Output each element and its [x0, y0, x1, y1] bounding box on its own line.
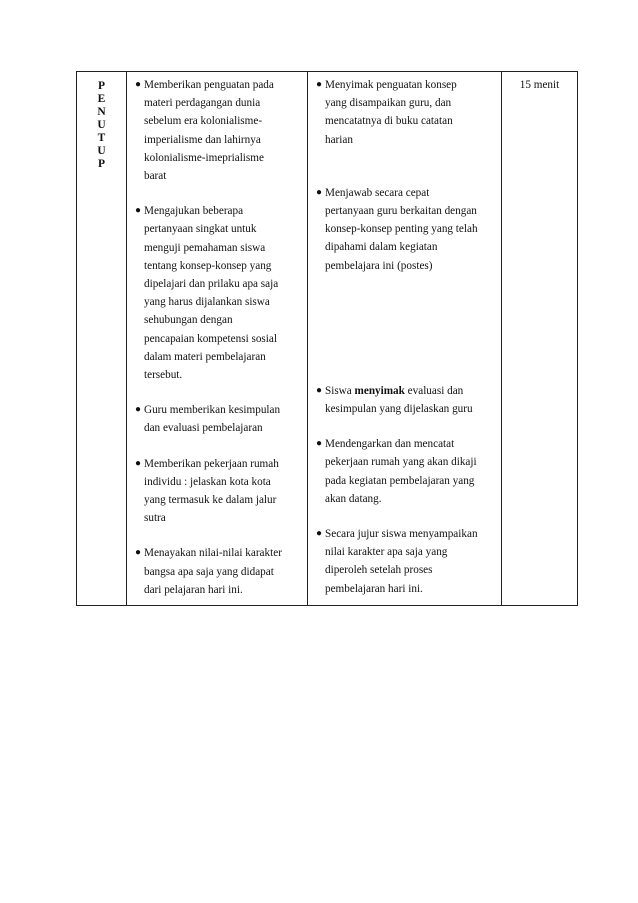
- list-item: [135, 401, 301, 437]
- label-letter: U: [97, 119, 106, 131]
- section-label-penutup: [77, 72, 126, 171]
- student-activity-text: Menjawab secara cepat pertanyaan guru berkaitan dengan konsep-konsep penting yang telah dipahami dalam kegiatan pembelajara ini (postes): [325, 186, 478, 272]
- lesson-closing-table: [76, 71, 578, 606]
- teacher-activity-text: Memberikan pekerjaan rumah individu : jelaskan kota kota yang termasuk ke dalam jalur sutra: [144, 457, 279, 525]
- teacher-activity-text: Menayakan nilai-nilai karakter bangsa apa saja yang didapat dari pelajaran hari ini.: [144, 547, 282, 596]
- label-letter: P: [97, 158, 106, 170]
- bullet-icon: ●: [316, 186, 323, 198]
- bullet-icon: ●: [135, 547, 142, 559]
- list-item: [316, 76, 495, 149]
- duration-label: 15 menit: [519, 79, 560, 91]
- list-item: [135, 544, 301, 599]
- bullet-icon: ●: [316, 528, 323, 540]
- bullet-icon: ●: [135, 404, 142, 416]
- section-label-cell: [77, 72, 127, 606]
- student-activity-text-end: evaluasi dan kesimpulan yang dijelaskan guru: [325, 384, 473, 416]
- bold-keyword: menyimak: [354, 384, 405, 397]
- bullet-icon: ●: [316, 79, 323, 90]
- list-item: [316, 184, 495, 275]
- teacher-activities-cell: [127, 72, 308, 606]
- label-letter: E: [97, 93, 106, 105]
- time-cell: [502, 72, 578, 606]
- label-letter: T: [97, 132, 106, 144]
- teacher-activity-text: Memberikan penguatan pada materi perdagangan dunia sebelum era kolonialisme- imperialisme dan lahirnya kolonialisme-imeprialisme barat: [144, 79, 274, 183]
- list-item: [135, 455, 301, 528]
- bullet-icon: ●: [316, 384, 323, 396]
- label-letter: U: [97, 145, 106, 157]
- bullet-icon: ●: [316, 438, 323, 450]
- student-activity-text: Menyimak penguatan konsep yang disampaikan guru, dan mencatatnya di buku catatan harian: [325, 79, 457, 146]
- teacher-activity-text: Guru memberikan kesimpulan dan evaluasi pembelajaran: [144, 404, 281, 435]
- label-letter: N: [97, 106, 106, 118]
- table-row: [77, 72, 578, 606]
- bullet-icon: ●: [135, 79, 142, 90]
- student-activity-text-start: Siswa: [325, 384, 355, 397]
- list-item: [316, 435, 495, 508]
- student-activity-text: Mendengarkan dan mencatat pekerjaan rumah yang akan dikaji pada kegiatan pembelajaran yang akan datang.: [325, 438, 477, 505]
- list-item: [135, 76, 301, 185]
- list-item: [316, 382, 495, 418]
- student-activity-text: [325, 382, 495, 418]
- student-activities-cell: [308, 72, 502, 606]
- list-item: [135, 202, 301, 384]
- teacher-activity-text: Mengajukan beberapa pertanyaan singkat untuk menguji pemahaman siswa tentang konsep-konsep yang dipelajari dan prilaku apa saja yang harus dijalankan siswa sehubungan dengan pencapaian kompetensi sosial dalam materi pembelajaran tersebut.: [144, 205, 279, 382]
- list-item: [316, 525, 495, 598]
- bullet-icon: ●: [135, 205, 142, 217]
- bullet-icon: ●: [135, 457, 142, 469]
- label-letter: P: [97, 80, 106, 92]
- student-activity-text: Secara jujur siswa menyampaikan nilai karakter apa saja yang diperoleh setelah proses pembelajaran hari ini.: [325, 528, 478, 595]
